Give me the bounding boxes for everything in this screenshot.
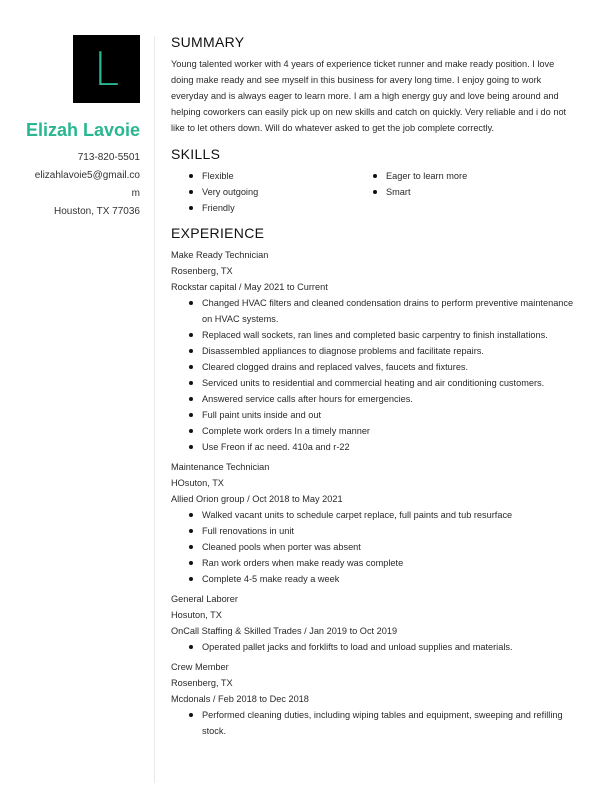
job-entry <box>171 591 576 655</box>
job-duties <box>171 707 576 739</box>
skill-item: Friendly <box>171 200 355 216</box>
phone-number: 713-820-5501 <box>77 152 140 163</box>
job-entry <box>171 247 576 455</box>
job-duty-item: Serviced units to residential and commercial heating and air conditioning customers. <box>171 375 576 391</box>
job-duties <box>171 295 576 455</box>
sidebar <box>0 0 152 792</box>
skills-heading: SKILLS <box>171 146 221 162</box>
job-duty-item: Operated pallet jacks and forklifts to load and unload supplies and materials. <box>171 639 576 655</box>
job-duty-item: Changed HVAC filters and cleaned condensation drains to perform preventive maintenance on HVAC systems. <box>171 295 576 327</box>
job-title: Make Ready Technician <box>171 250 269 260</box>
job-entry <box>171 659 576 739</box>
email-address: elizahlavoie5@gmail.com <box>34 170 140 199</box>
job-duty-item: Walked vacant units to schedule carpet replace, full paints and tub resurface <box>171 507 576 523</box>
column-divider <box>154 36 155 783</box>
job-list <box>171 247 576 739</box>
monogram-logo <box>73 35 140 103</box>
summary-section <box>171 34 576 136</box>
job-company-dates: OnCall Staffing & Skilled Trades / Jan 2019 to Oct 2019 <box>171 626 398 636</box>
job-title: Crew Member <box>171 662 229 672</box>
job-duty-item: Disassembled appliances to diagnose problems and facilitate repairs. <box>171 343 576 359</box>
job-duty-item: Cleared clogged drains and replaced valves, faucets and fixtures. <box>171 359 576 375</box>
job-entry <box>171 459 576 587</box>
experience-section <box>171 225 576 739</box>
job-duty-item: Performed cleaning duties, including wiping tables and equipment, sweeping and refilling stock. <box>171 707 576 739</box>
skills-grid <box>171 168 576 216</box>
job-duty-item: Complete work orders In a timely manner <box>171 423 576 439</box>
job-duty-item: Answered service calls after hours for emergencies. <box>171 391 576 407</box>
skill-item: Very outgoing <box>171 184 355 200</box>
job-title: Maintenance Technician <box>171 462 270 472</box>
summary-heading: SUMMARY <box>171 34 245 50</box>
skill-item: Flexible <box>171 168 355 184</box>
job-duties <box>171 639 576 655</box>
skills-column-2 <box>355 168 539 216</box>
location: Houston, TX 77036 <box>54 206 140 217</box>
monogram-initial: L <box>93 42 120 96</box>
job-duty-item: Full paint units inside and out <box>171 407 576 423</box>
skill-item: Smart <box>355 184 539 200</box>
summary-text: Young talented worker with 4 years of experience ticket runner and make ready position. I love doing make ready and see myself in this business for avery long time. I enjoy going to work everyday and is always eager to learn more. I am a high energy guy and love being around and helping coworkers can easily pick up on new skills and catch on quickly. Very reliable and i do not like to let others down. Will do whatever asked to get the job complete correctly. <box>171 59 567 133</box>
contact-info <box>30 149 140 221</box>
job-duty-item: Cleaned pools when porter was absent <box>171 539 576 555</box>
skill-item: Eager to learn more <box>355 168 539 184</box>
job-company-dates: Mcdonals / Feb 2018 to Dec 2018 <box>171 694 309 704</box>
skills-column-1 <box>171 168 355 216</box>
skills-list-2 <box>355 168 539 200</box>
skills-section <box>171 146 576 216</box>
job-duties <box>171 507 576 587</box>
job-company-dates: Allied Orion group / Oct 2018 to May 2021 <box>171 494 343 504</box>
candidate-name: Elizah Lavoie <box>25 120 140 140</box>
job-location: Hosuton, TX <box>171 610 222 620</box>
job-location: Rosenberg, TX <box>171 678 233 688</box>
job-duty-item: Full renovations in unit <box>171 523 576 539</box>
job-location: HOsuton, TX <box>171 478 224 488</box>
job-title: General Laborer <box>171 594 238 604</box>
job-company-dates: Rockstar capital / May 2021 to Current <box>171 282 328 292</box>
job-location: Rosenberg, TX <box>171 266 233 276</box>
main-content <box>171 34 576 739</box>
job-duty-item: Use Freon if ac need. 410a and r-22 <box>171 439 576 455</box>
job-duty-item: Replaced wall sockets, ran lines and completed basic carpentry to finish installations. <box>171 327 576 343</box>
job-duty-item: Complete 4-5 make ready a week <box>171 571 576 587</box>
experience-heading: EXPERIENCE <box>171 225 265 241</box>
job-duty-item: Ran work orders when make ready was complete <box>171 555 576 571</box>
skills-list-1 <box>171 168 355 216</box>
